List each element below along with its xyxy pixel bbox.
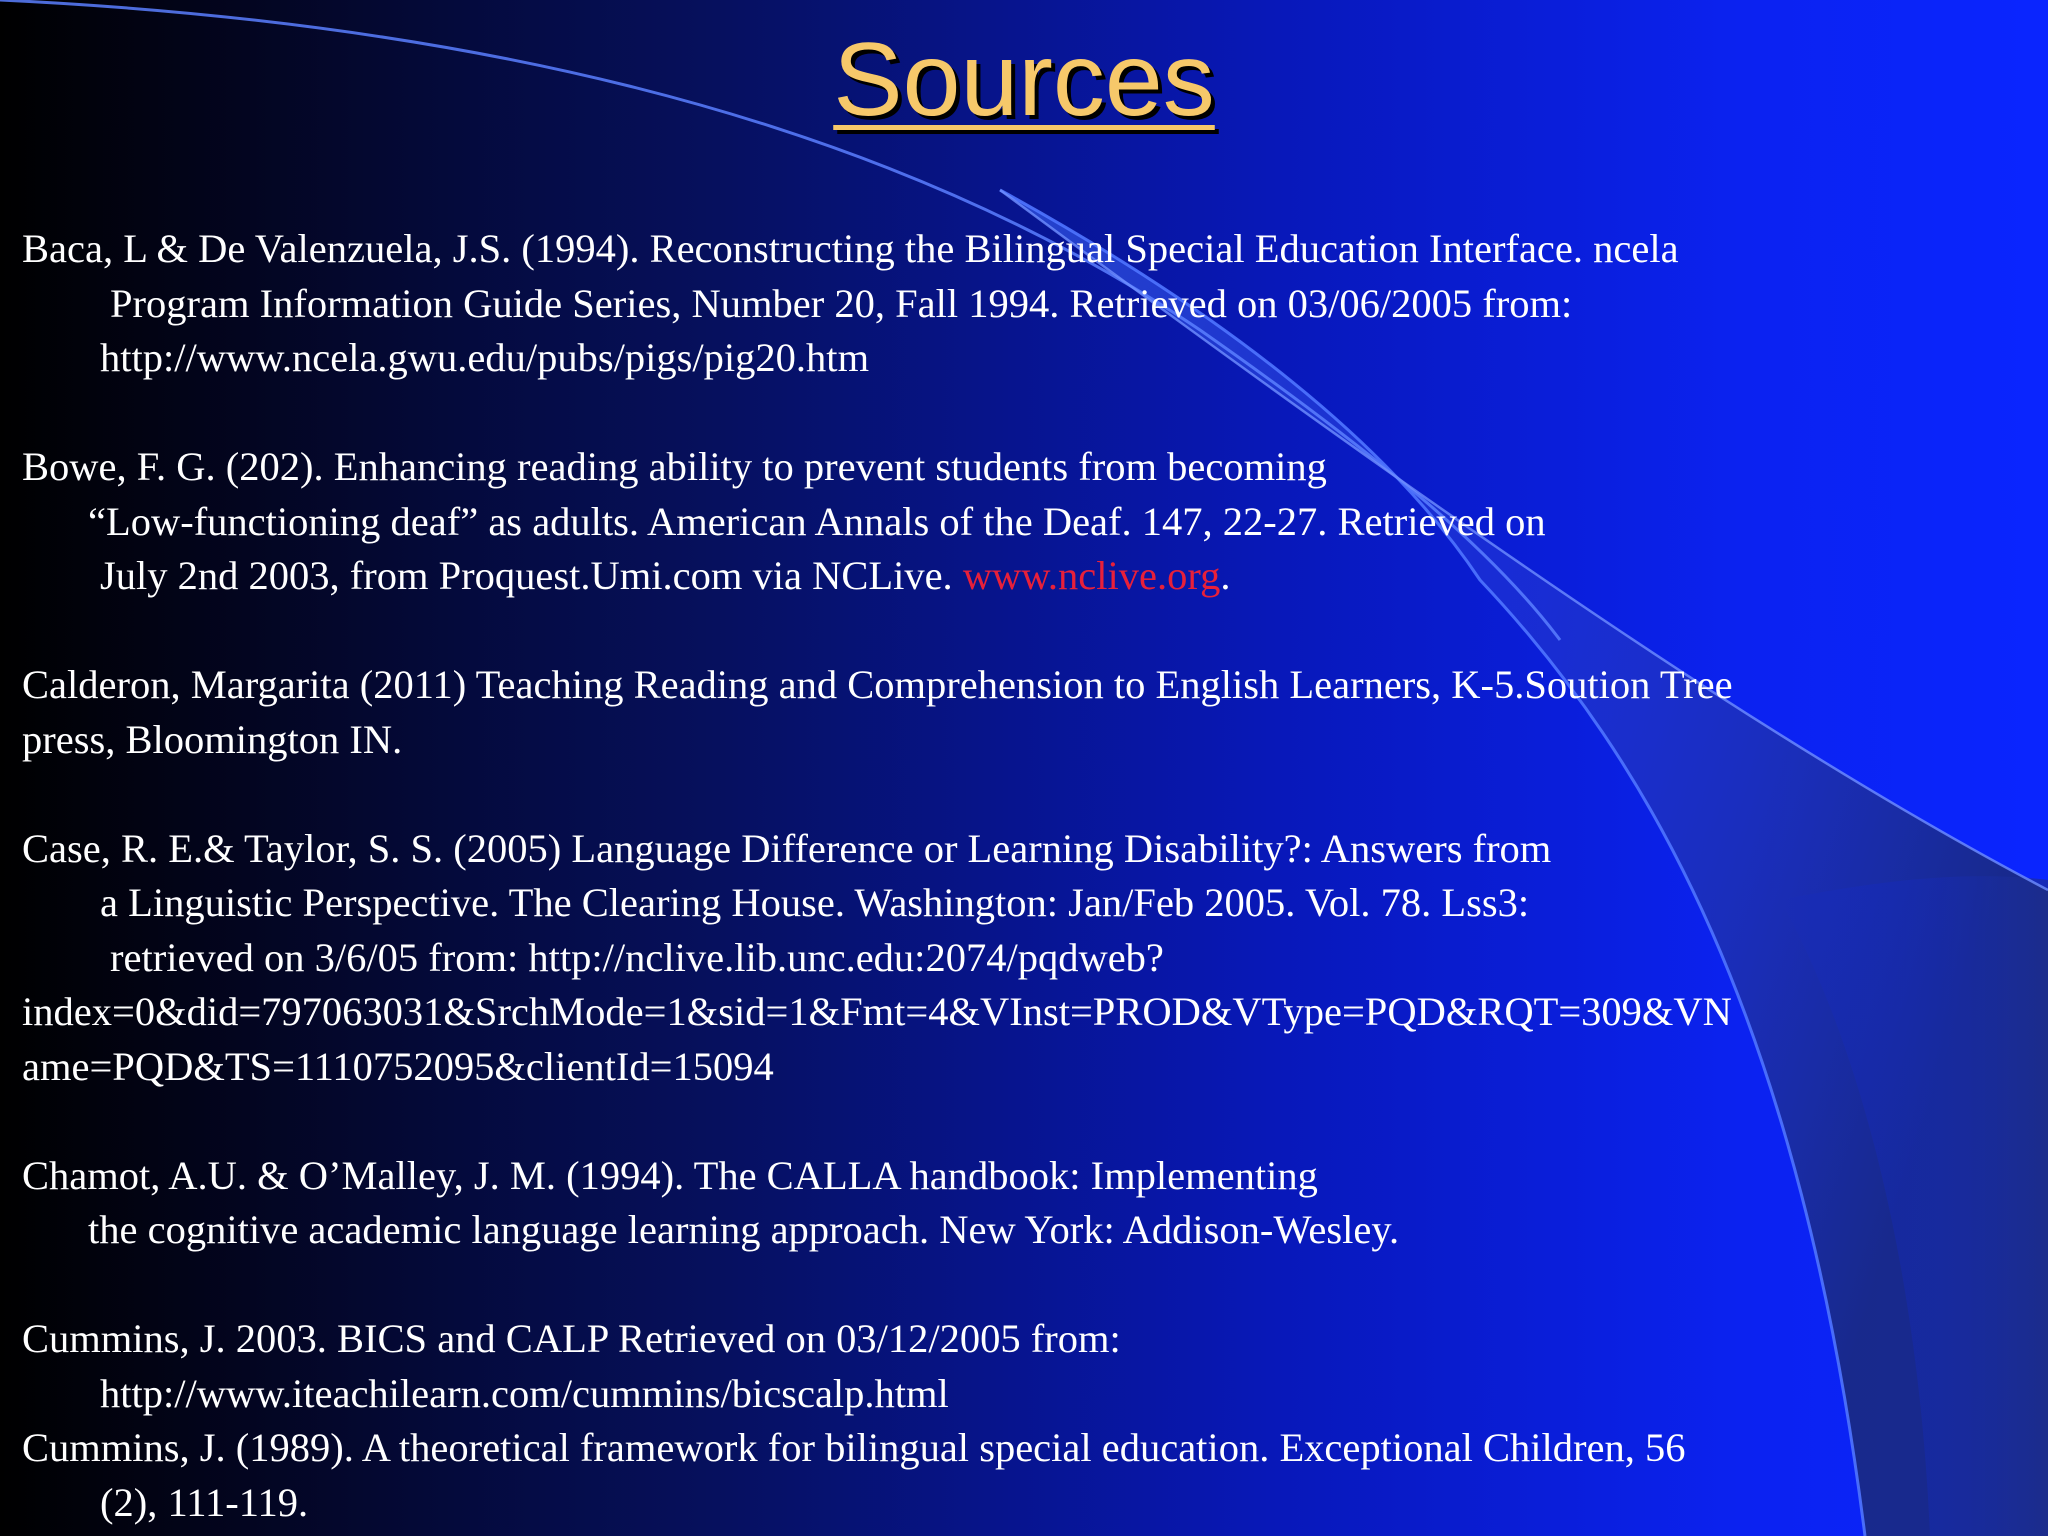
reference-list bbox=[22, 222, 2012, 1530]
reference-bowe bbox=[22, 440, 2012, 604]
reference-line: a Linguistic Perspective. The Clearing House. Washington: Jan/Feb 2005. Vol. 78. Lss3: bbox=[100, 880, 1530, 925]
reference-line: Cummins, J. (1989). A theoretical framework for bilingual special education. Exceptional Children, 56 bbox=[22, 1425, 1686, 1470]
nclive-link[interactable]: www.nclive.org bbox=[962, 553, 1221, 598]
spacer bbox=[22, 604, 2012, 659]
reference-line: Program Information Guide Series, Number 20, Fall 1994. Retrieved on 03/06/2005 from: bbox=[110, 280, 1573, 326]
reference-url: index=0&did=797063031&SrchMode=1&sid=1&Fmt=4&VInst=PROD&VType=PQD&RQT=309&VN bbox=[22, 989, 1732, 1034]
reference-line: press, Bloomington IN. bbox=[22, 716, 403, 762]
reference-calderon bbox=[22, 658, 2012, 767]
reference-line: Chamot, A.U. & O’Malley, J. M. (1994). The CALLA handbook: Implementing bbox=[22, 1152, 1318, 1198]
reference-cummins-2003 bbox=[22, 1312, 2012, 1421]
slide-title: Sources bbox=[833, 22, 1215, 138]
reference-line: Case, R. E.& Taylor, S. S. (2005) Language Difference or Learning Disability?: Answers from bbox=[22, 825, 1552, 871]
reference-url: http://www.iteachilearn.com/cummins/bicscalp.html bbox=[100, 1370, 949, 1416]
reference-line bbox=[22, 549, 2012, 604]
reference-line: “Low-functioning deaf” as adults. American Annals of the Deaf. 147, 22-27. Retrieved on bbox=[88, 498, 1546, 544]
reference-line: the cognitive academic language learning approach. New York: Addison-Wesley. bbox=[88, 1207, 1400, 1252]
spacer bbox=[22, 386, 2012, 441]
reference-chamot bbox=[22, 1149, 2012, 1258]
spacer bbox=[22, 1258, 2012, 1313]
reference-line: Baca, L & De Valenzuela, J.S. (1994). Reconstructing the Bilingual Special Education Interface. ncela bbox=[22, 226, 1679, 271]
reference-url: ame=PQD&TS=1110752095&clientId=15094 bbox=[22, 1043, 774, 1089]
reference-url: http://www.ncela.gwu.edu/pubs/pigs/pig20.htm bbox=[100, 335, 870, 380]
reference-text: . bbox=[1220, 553, 1231, 598]
reference-cummins-1989 bbox=[22, 1421, 2012, 1530]
reference-baca bbox=[22, 222, 2012, 386]
reference-line: Bowe, F. G. (202). Enhancing reading ability to prevent students from becoming bbox=[22, 444, 1327, 489]
reference-line: retrieved on 3/6/05 from: http://nclive.lib.unc.edu:2074/pqdweb? bbox=[110, 934, 1164, 980]
spacer bbox=[22, 1094, 2012, 1149]
reference-case bbox=[22, 822, 2012, 1095]
reference-text: July 2nd 2003, from Proquest.Umi.com via NCLive. bbox=[100, 553, 963, 598]
spacer bbox=[22, 767, 2012, 822]
reference-line: Calderon, Margarita (2011) Teaching Reading and Comprehension to English Learners, K-5.Soution Tree bbox=[22, 662, 1733, 707]
reference-line: Cummins, J. 2003. BICS and CALP Retrieved on 03/12/2005 from: bbox=[22, 1316, 1121, 1361]
reference-line: (2), 111-119. bbox=[100, 1479, 309, 1525]
